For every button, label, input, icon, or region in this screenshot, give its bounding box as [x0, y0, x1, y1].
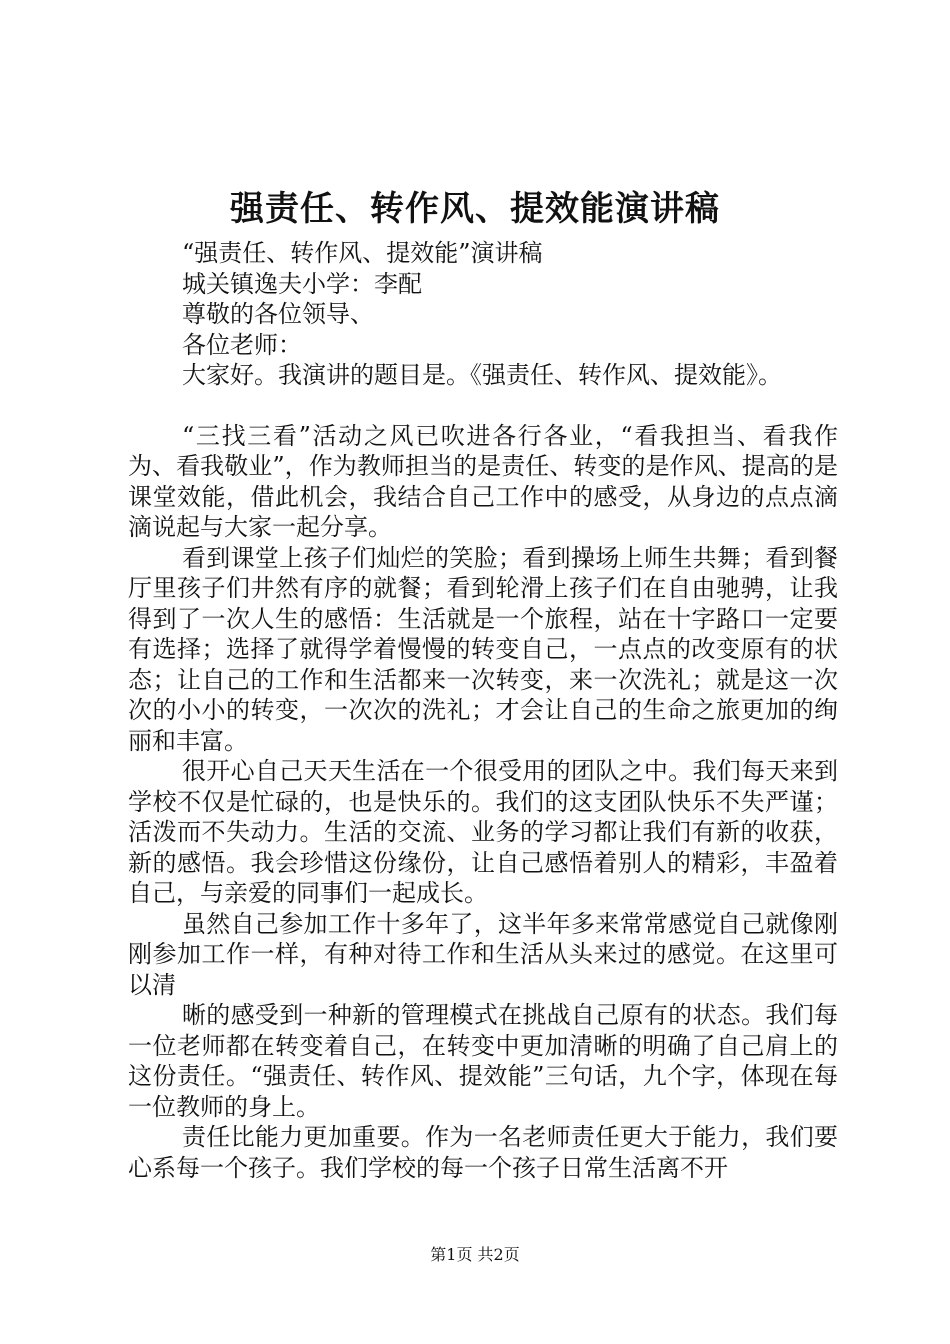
document-title: 强责任、转作风、提效能演讲稿	[230, 189, 720, 229]
paragraph: “三找三看”活动之风已吹进各行各业，“看我担当、看我作为、看我敬业”，作为教师担当的是责任、转变的是作风、提高的是课堂效能，借此机会，我结合自己工作中的感受，从身边的点点滴滴说起与大家一起分享。	[128, 421, 838, 541]
paragraph: 虽然自己参加工作十多年了，这半年多来常常感觉自己就像刚刚参加工作一样，有种对待工作和生活从头来过的感觉。在这里可以清	[128, 909, 838, 999]
paragraph: 看到课堂上孩子们灿烂的笑脸；看到操场上师生共舞；看到餐厅里孩子们井然有序的就餐；看到轮滑上孩子们在自由驰骋，让我得到了一次人生的感悟：生活就是一个旅程，站在十字路口一定要有选择；选择了就得学着慢慢的转变自己，一点点的改变原有的状态；让自己的工作和生活都来一次转变，来一次洗礼；就是这一次次的小小的转变，一次次的洗礼；才会让自己的生命之旅更加的绚丽和丰富。	[128, 543, 838, 755]
greeting-line: 大家好。我演讲的题目是。《强责任、转作风、提效能》。	[182, 361, 782, 389]
author-line: 城关镇逸夫小学：李配	[182, 269, 422, 298]
document-body	[128, 238, 838, 1183]
page-footer: 第1页 共2页	[430, 1245, 520, 1264]
speech-subtitle: “强责任、转作风、提效能”演讲稿	[182, 239, 543, 267]
salutation-leaders: 尊敬的各位领导、	[182, 300, 374, 328]
paragraph: 晰的感受到一种新的管理模式在挑战自己原有的状态。我们每一位老师都在转变着自己，在转变中更加清晰的明确了自己肩上的这份责任。“强责任、转作风、提效能”三句话，九个字，体现在每一位教师的身上。	[128, 1001, 838, 1121]
salutation-teachers: 各位老师：	[182, 330, 302, 359]
paragraph: 责任比能力更加重要。作为一名老师责任更大于能力，我们要心系每一个孩子。我们学校的每一个孩子日常生活离不开	[128, 1123, 838, 1182]
paragraph: 很开心自己天天生活在一个很受用的团队之中。我们每天来到学校不仅是忙碌的，也是快乐的。我们的这支团队快乐不失严谨；活泼而不失动力。生活的交流、业务的学习都让我们有新的收获，新的感悟。我会珍惜这份缘份，让自己感悟着别人的精彩，丰盈着自己，与亲爱的同事们一起成长。	[128, 757, 838, 907]
